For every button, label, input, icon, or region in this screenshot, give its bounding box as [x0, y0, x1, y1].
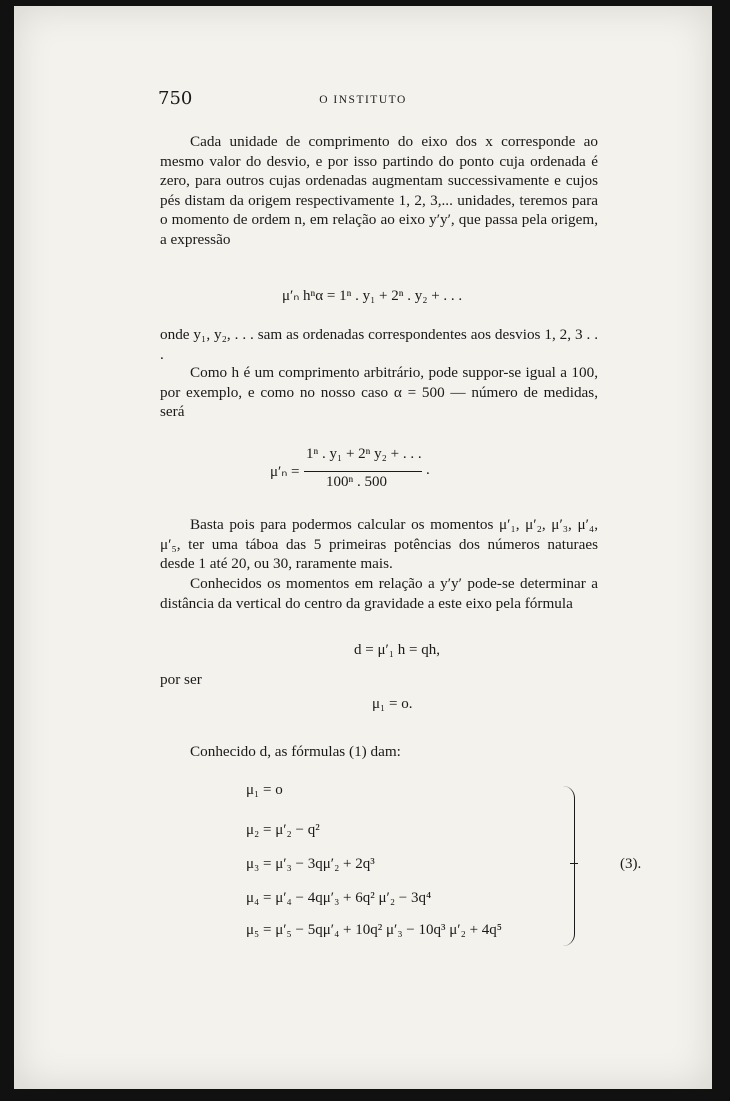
fraction-numerator: 1ⁿ . y₁ + 2ⁿ y₂ + . . . [306, 446, 422, 462]
formula-mu1: μ₁ = o. [372, 696, 413, 712]
equation-mu2: μ₂ = μ′₂ − q² [246, 822, 320, 838]
fraction-denominator: 100ⁿ . 500 [326, 474, 387, 490]
equation-label: (3). [620, 856, 642, 872]
formula-moment: μ′ₙ hⁿα = 1ⁿ . y₁ + 2ⁿ . y₂ + . . . [282, 288, 463, 304]
equation-mu3: μ₃ = μ′₃ − 3qμ′₂ + 2q³ [246, 856, 375, 872]
equation-mu5: μ₅ = μ′₅ − 5qμ′₄ + 10q² μ′₃ − 10q³ μ′₂ + 4q⁵ [246, 922, 503, 938]
fraction-trailing: . [426, 462, 430, 478]
paragraph-2: onde y₁, y₂, . . . sam as ordenadas correspondentes aos desvios 1, 2, 3 . . . [160, 326, 598, 363]
paragraph-4: Basta pois para podermos calcular os momentos μ′₁, μ′₂, μ′₃, μ′₄, μ′₅, ter uma táboa das 5 primeiras potências dos números naturaes desde 1 até 20, ou 30, raramente mais. [160, 516, 598, 573]
fraction-bar [304, 471, 422, 472]
equation-mu1: μ₁ = o [246, 782, 283, 798]
right-brace-tip [570, 863, 578, 870]
fraction-lhs: μ′ₙ = [270, 464, 300, 480]
book-page [14, 6, 712, 1089]
paragraph-1: Cada unidade de comprimento do eixo dos x corresponde ao mesmo valor do desvio, e por isso partindo do ponto cuja ordenada é zero, para outros cujas ordenadas augmentam successivamente e cujos pés distam da origem respectivamente 1, 2, 3,... unidades, teremos para o momento de ordem n, em relação ao eixo y′y′, que passa pela origem, a expressão [160, 133, 598, 248]
equation-mu4: μ₄ = μ′₄ − 4qμ′₃ + 6q² μ′₂ − 3q⁴ [246, 890, 432, 906]
paragraph-7: Conhecido d, as fórmulas (1) dam: [190, 743, 401, 760]
paragraph-6: por ser [160, 671, 202, 688]
formula-d: d = μ′₁ h = qh, [354, 642, 440, 658]
paragraph-3: Como h é um comprimento arbitrário, pode suppor-se igual a 100, por exemplo, e como no nosso caso α = 500 — número de medidas, será [160, 364, 598, 421]
paragraph-5: Conhecidos os momentos em relação a y′y′ pode-se determinar a distância da vertical do centro da gravidade a este eixo pela fórmula [160, 575, 598, 612]
running-title: O INSTITUTO [319, 94, 407, 106]
page-number: 750 [158, 88, 193, 109]
